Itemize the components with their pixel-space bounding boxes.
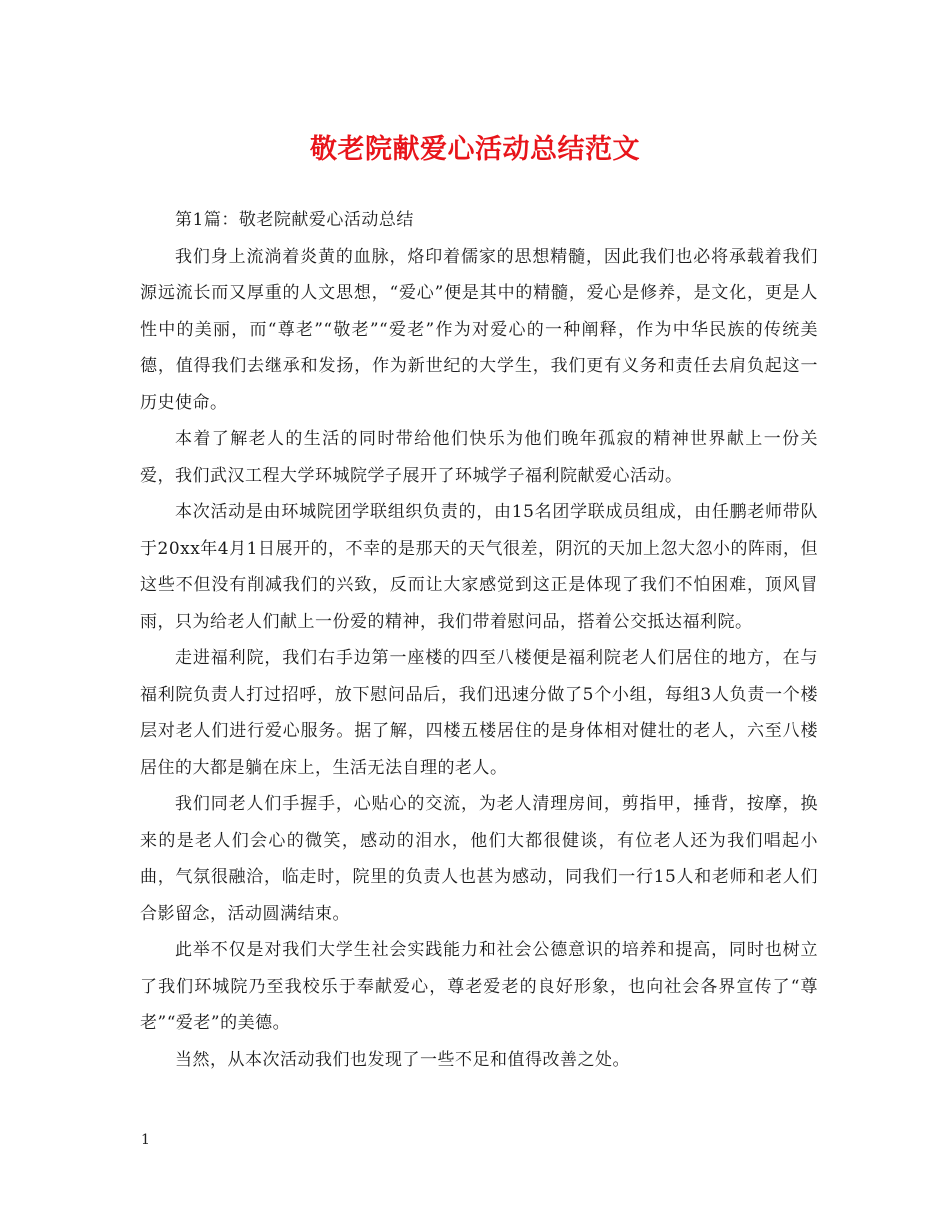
paragraph-4: 走进福利院，我们右手边第一座楼的四至八楼便是福利院老人们居住的地方，在与福利院负责人打过招呼，放下慰问品后，我们迅速分做了5个小组，每组3人负责一个楼层对老人们进行爱心服务。据了解，四楼五楼居住的是身体相对健壮的老人，六至八楼居住的大都是躺在床上，生活无法自理的老人。 xyxy=(140,648,818,778)
paragraph-5: 我们同老人们手握手，心贴心的交流，为老人清理房间，剪指甲，捶背，按摩，换来的是老人们会心的微笑，感动的泪水，他们大都很健谈，有位老人还为我们唱起小曲，气氛很融洽，临走时，院里的负责人也甚为感动，同我们一行15人和老师和老人们合影留念，活动圆满结束。 xyxy=(140,794,818,924)
paragraph-7: 当然，从本次活动我们也发现了一些不足和值得改善之处。 xyxy=(175,1049,630,1070)
paragraph-3: 本次活动是由环城院团学联组织负责的，由15名团学联成员组成，由任鹏老师带队于20xx年4月1日展开的，不幸的是那天的天气很差，阴沉的天加上忽大忽小的阵雨，但这些不但没有削减我们的兴致，反而让大家感觉到这正是体现了我们不怕困难，顶风冒雨，只为给老人们献上一份爱的精神，我们带着慰问品，搭着公交抵达福利院。 xyxy=(140,502,818,632)
document-title: 敬老院献爱心活动总结范文 xyxy=(310,134,640,165)
paragraph-1: 我们身上流淌着炎黄的血脉，烙印着儒家的思想精髓，因此我们也必将承载着我们源远流长而又厚重的人文思想，“爱心”便是其中的精髓，爱心是修养，是文化，更是人性中的美丽，而“尊老”“敬老”“爱老”作为对爱心的一种阐释，作为中华民族的传统美德，值得我们去继承和发扬，作为新世纪的大学生，我们更有义务和责任去肩负起这一历史使命。 xyxy=(140,246,818,413)
paragraph-2: 本着了解老人的生活的同时带给他们快乐为他们晚年孤寂的精神世界献上一份关爱，我们武汉工程大学环城院学子展开了环城学子福利院献爱心活动。 xyxy=(140,429,818,486)
page-number: 1 xyxy=(141,1132,150,1148)
paragraph-6: 此举不仅是对我们大学生社会实践能力和社会公德意识的培养和提高，同时也树立了我们环城院乃至我校乐于奉献爱心，尊老爱老的良好形象，也向社会各界宣传了“尊老”“爱老”的美德。 xyxy=(140,940,818,1033)
document-body xyxy=(140,202,818,1078)
section-heading: 第1篇：敬老院献爱心活动总结 xyxy=(175,210,414,230)
